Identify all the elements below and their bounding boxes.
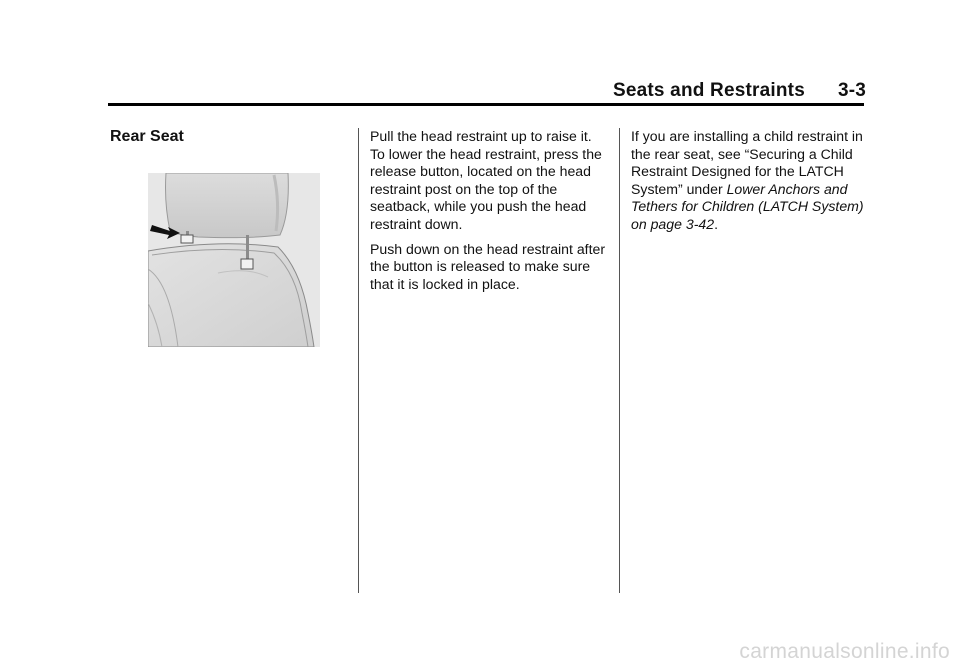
instruction-paragraph: Pull the head restraint up to raise it. To lower the head restraint, press the release button, located on the head restraint post on the top of the seatback, while you push the head restraint down. <box>370 128 602 232</box>
page-header <box>613 80 866 102</box>
page-number: 3-3 <box>837 80 866 101</box>
cross-reference-punctuation: . <box>714 215 718 232</box>
middle-column <box>370 128 610 300</box>
watermark: carmanualsonline.info <box>739 640 950 663</box>
header-rule <box>108 103 864 106</box>
column-divider-left <box>358 128 359 593</box>
instruction-paragraph: Push down on the head restraint after the button is released to make sure that it is locked in place. <box>370 240 606 292</box>
section-heading: Rear Seat <box>110 128 184 145</box>
rear-seat-head-restraint-icon <box>148 173 320 347</box>
section-title: Seats and Restraints <box>613 80 805 101</box>
cross-reference-paragraph <box>631 128 871 234</box>
cross-reference-text: If you are installing a child restraint in the rear seat, see “Securing a Child Restraint Designed for the LATCH System” under <box>631 128 863 197</box>
cross-reference-link[interactable]: Lower Anchors and Tethers for Children (LATCH System) on page 3-42 <box>631 180 864 232</box>
head-restraint-illustration <box>148 173 320 347</box>
right-column <box>631 128 871 241</box>
column-divider-right <box>619 128 620 593</box>
